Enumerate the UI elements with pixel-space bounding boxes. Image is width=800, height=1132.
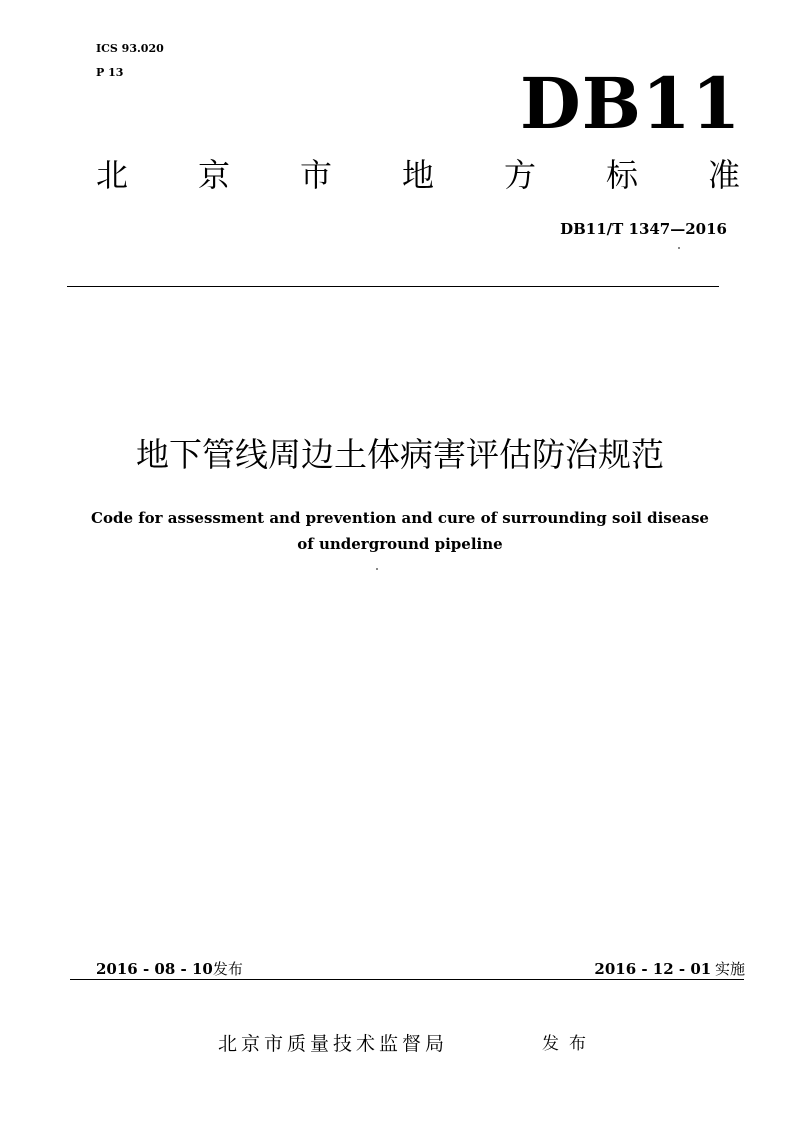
implementation-date: 2016 - 12 - 01 bbox=[594, 960, 712, 978]
ccs-code: P 13 bbox=[96, 66, 124, 79]
standard-type-char: 京 bbox=[197, 156, 230, 194]
english-title-line-2: of underground pipeline bbox=[297, 535, 503, 553]
speck-mark bbox=[376, 568, 378, 570]
top-divider bbox=[67, 286, 719, 287]
english-title-line-1: Code for assessment and prevention and cure of surrounding soil disease bbox=[91, 509, 709, 527]
standard-type-char: 市 bbox=[299, 156, 332, 194]
implementation-date-block bbox=[520, 958, 745, 981]
standard-type-char: 北 bbox=[95, 156, 128, 194]
standard-type-title bbox=[94, 153, 742, 197]
standard-type-char: 标 bbox=[605, 156, 638, 194]
issue-date-block bbox=[96, 958, 243, 981]
bottom-divider bbox=[70, 979, 744, 980]
issue-date: 2016 - 08 - 10 bbox=[96, 960, 213, 978]
standard-type-char: 地 bbox=[401, 156, 434, 194]
standard-type-char: 方 bbox=[503, 156, 536, 194]
document-title-english bbox=[60, 505, 740, 557]
publisher-name: 北京市质量技术监督局 bbox=[218, 1033, 449, 1055]
document-title-chinese: 地下管线周边土体病害评估防治规范 bbox=[136, 435, 664, 474]
standard-type-char: 准 bbox=[707, 156, 740, 194]
ics-code: ICS 93.020 bbox=[96, 42, 164, 55]
publish-label: 发布 bbox=[542, 1034, 596, 1054]
implementation-label: 实施 bbox=[714, 960, 745, 978]
standard-logo: DB11 bbox=[520, 62, 742, 145]
issue-label: 发布 bbox=[212, 960, 243, 978]
speck-mark bbox=[678, 247, 680, 249]
standard-number: DB11/T 1347—2016 bbox=[560, 220, 727, 238]
